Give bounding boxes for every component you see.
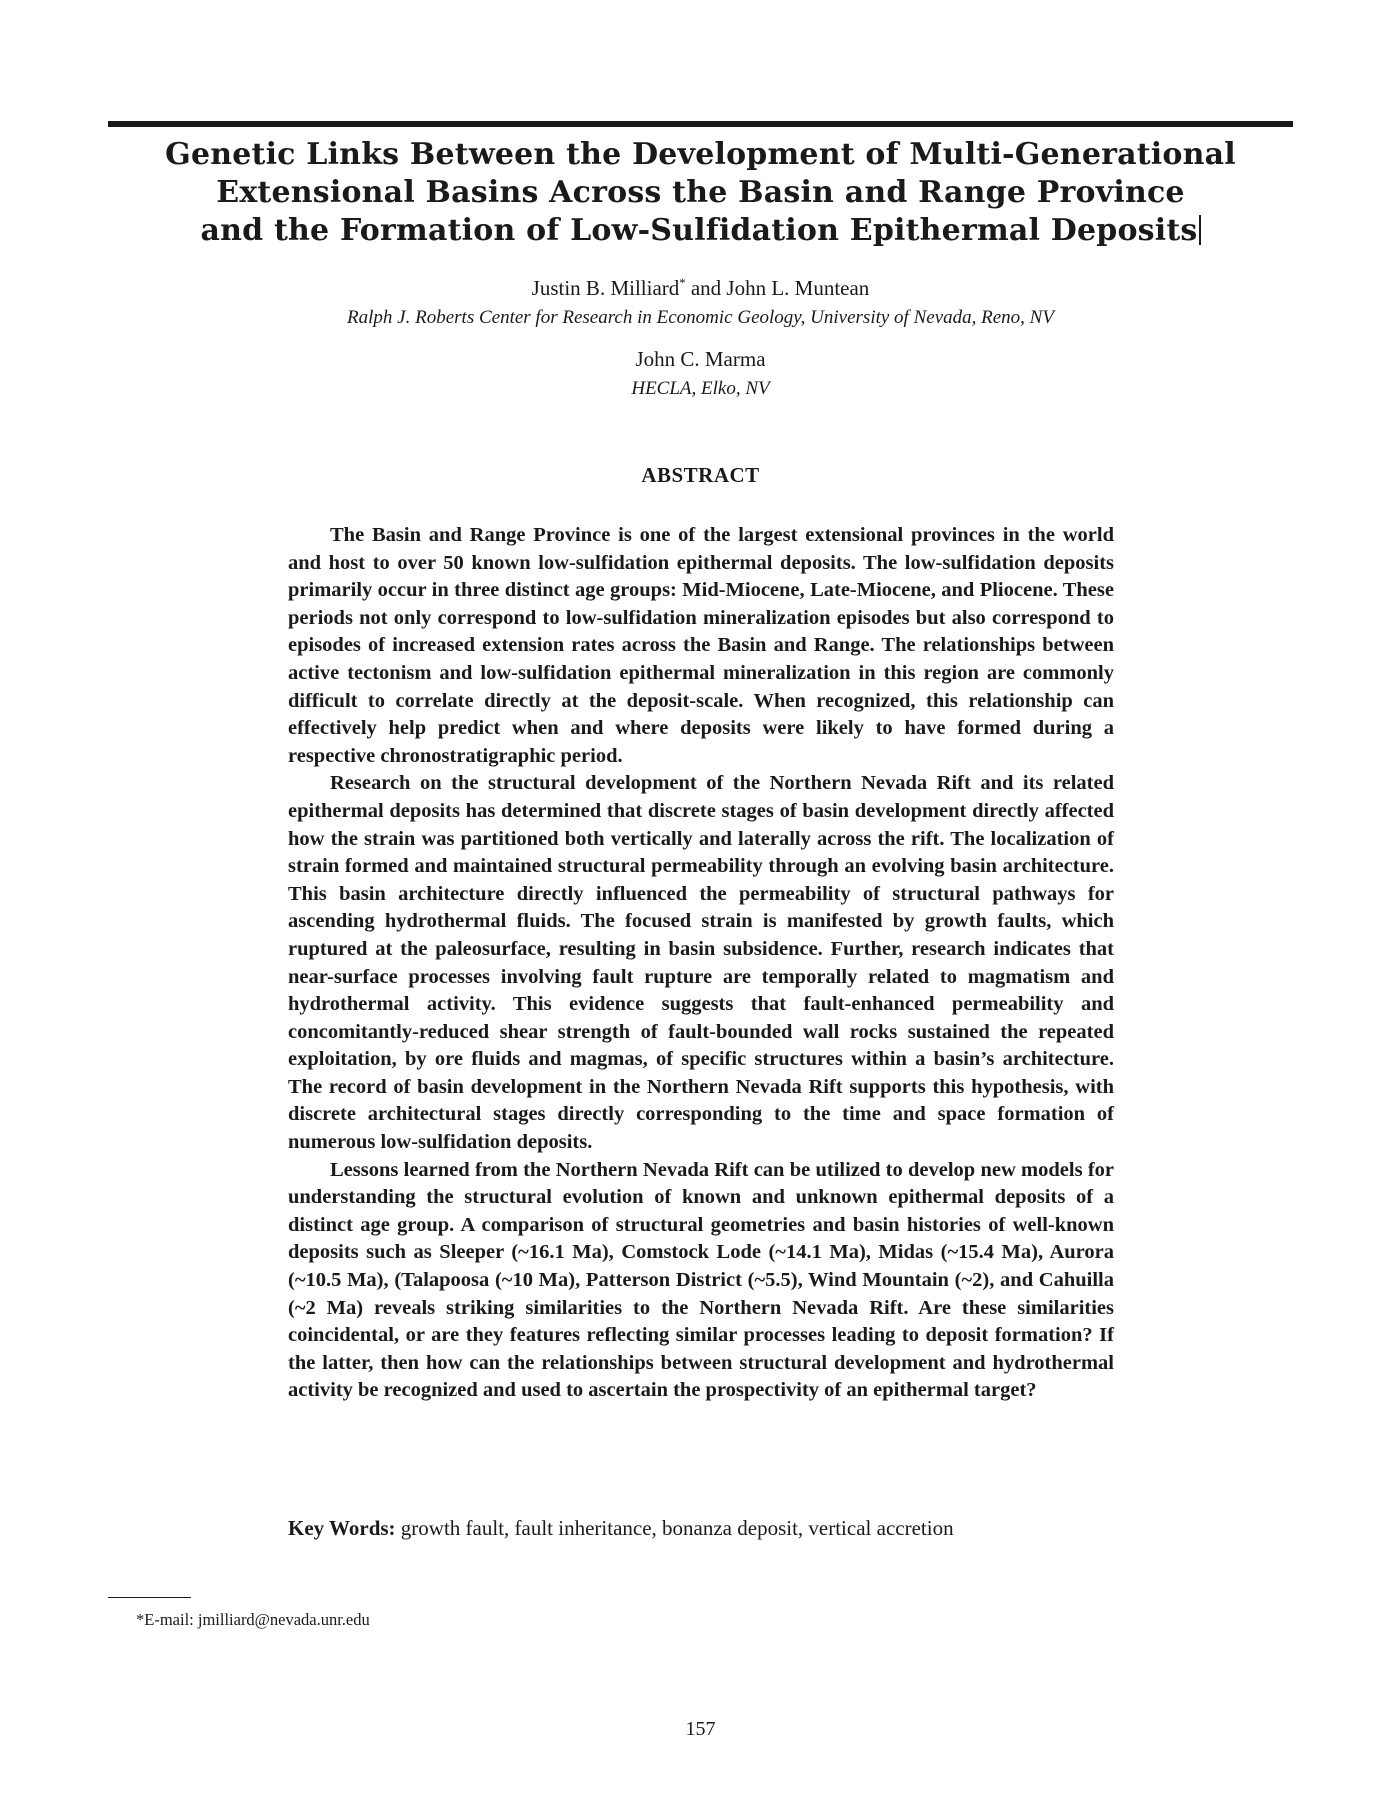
footnote-email: *E-mail: jmilliard@nevada.unr.edu: [136, 1610, 370, 1629]
paper-title: [108, 136, 1293, 250]
abstract-paragraph-1: The Basin and Range Province is one of the largest extensional provinces in the world and host to over 50 known low-sulfidation epithermal deposits. The low-sulfidation deposits primarily occur in three distinct age groups: Mid-Miocene, Late-Miocene, and Pliocene. These periods not only correspond to low-sulfidation mineralization episodes but also correspond to episodes of increased extension rates across the Basin and Range. The relationships between active tectonism and low-sulfidation epithermal mineralization in this region are commonly difficult to correlate directly at the deposit-scale. When recognized, this relationship can effectively help predict when and where deposits were likely to have formed during a respective chronostratigraphic period.: [288, 524, 1114, 767]
title-line-3: [108, 212, 1293, 250]
author-line-1: [108, 276, 1293, 301]
title-line-3-text: and the Formation of Low-Sulfidation Epithermal Deposits: [200, 213, 1198, 248]
abstract-heading: ABSTRACT: [641, 463, 760, 487]
page-number: 157: [685, 1718, 716, 1740]
keywords-text: growth fault, fault inheritance, bonanza deposit, vertical accretion: [395, 1516, 954, 1540]
affiliation-1: Ralph J. Roberts Center for Research in Economic Geology, University of Nevada, Reno, NV: [347, 307, 1054, 328]
affiliation-2: HECLA, Elko, NV: [631, 378, 770, 399]
keywords-label: Key Words:: [288, 1516, 396, 1540]
top-rule: [108, 121, 1293, 127]
text-cursor: [1199, 215, 1201, 245]
abstract-paragraph-3: Lessons learned from the Northern Nevada Rift can be utilized to develop new models for understanding the structural evolution of known and unknown epithermal deposits of a distinct age group. A comparison of structural geometries and basin histories of well-known deposits such as Sleeper (~16.1 Ma), Comstock Lode (~14.1 Ma), Midas (~15.4 Ma), Aurora (~10.5 Ma), (Talapoosa (~10 Ma), Patterson District (~5.5), Wind Mountain (~2), and Cahuilla (~2 Ma) reveals striking similarities to the Northern Nevada Rift. Are these similarities coincidental, or are they features reflecting similar processes leading to deposit formation? If the latter, then how can the relationships between structural development and hydrothermal activity be recognized and used to ascertain the prospectivity of an epithermal target?: [288, 1158, 1114, 1402]
abstract-body: [288, 522, 1114, 1405]
author-line-2: John C. Marma: [635, 347, 766, 371]
title-line-2: Extensional Basins Across the Basin and Range Province: [216, 175, 1185, 210]
title-line-1: Genetic Links Between the Development of Multi-Generational: [165, 137, 1236, 172]
abstract-paragraph-2: Research on the structural development of the Northern Nevada Rift and its related epithermal deposits has determined that discrete stages of basin development directly affected how the strain was partitioned both vertically and laterally across the rift. The localization of strain formed and maintained structural permeability through an evolving basin architecture. This basin architecture directly influenced the permeability of structural pathways for ascending hydrothermal fluids. The focused strain is manifested by growth faults, which ruptured at the paleosurface, resulting in basin subsidence. Further, research indicates that near-surface processes involving fault rupture are temporally related to magmatism and hydrothermal activity. This evidence suggests that fault-enhanced permeability and concomitantly-reduced shear strength of fault-bounded wall rocks sustained the repeated exploitation, by ore fluids and magmas, of specific structures within a basin’s architecture. The record of basin development in the Northern Nevada Rift supports this hypothesis, with discrete architectural stages directly corresponding to the time and space formation of numerous low-sulfidation deposits.: [288, 772, 1114, 1154]
footnote-rule: [108, 1597, 191, 1598]
author-name-milliard: Justin B. Milliard: [531, 276, 680, 300]
keywords: [288, 1516, 1114, 1541]
footnote-marker: *: [679, 276, 686, 290]
author-name-muntean: and John L. Muntean: [685, 276, 870, 300]
